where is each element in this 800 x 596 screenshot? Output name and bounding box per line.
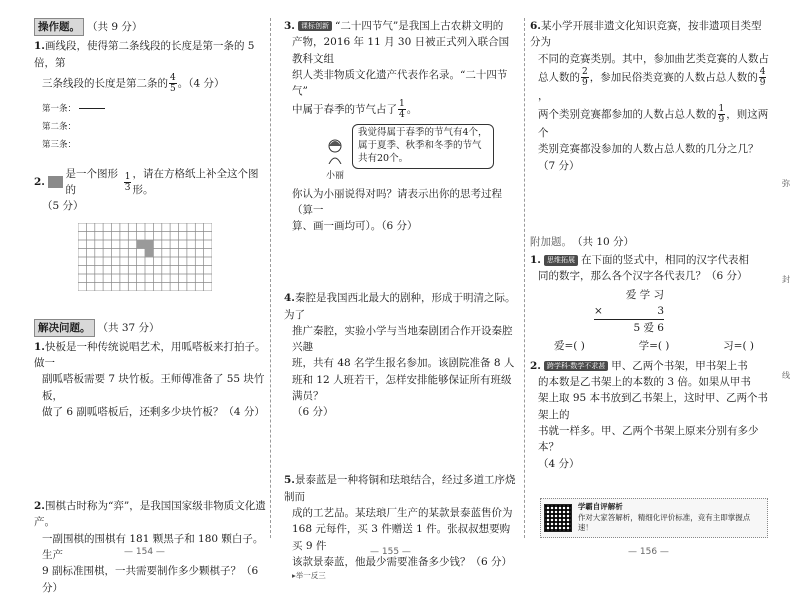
question-text: 快板是一种传统说唱艺术，用呱嗒板来打拍子。做一	[34, 340, 266, 370]
column-divider	[524, 18, 525, 538]
column-right	[530, 18, 770, 532]
question-text: 你认为小丽说得对吗？请表示出你的思考过程（算一	[292, 187, 502, 216]
question-text: ，请在方格纸上补全这个图形。	[132, 167, 259, 197]
question-text: 副呱嗒板需要 7 块竹板。王师傅准备了 55 块竹板，	[42, 373, 265, 402]
page-number-left: — 154 —	[124, 547, 165, 557]
girl-name: 小丽	[325, 170, 344, 181]
question-text: （6 分）	[292, 406, 334, 419]
question-number: 3.	[284, 20, 295, 32]
shape-icon	[48, 176, 63, 188]
question-9	[530, 252, 770, 354]
question-text: 168 元每件，买 3 件赠送 1 件。张叔叔想要购买 9 件	[292, 523, 511, 552]
fraction	[581, 67, 589, 88]
question-text: 秦腔是我国西北最大的剧种，形成于明清之际。为了	[284, 292, 516, 321]
footer-text	[578, 502, 764, 534]
fraction	[398, 99, 406, 120]
question-number: 2.	[34, 500, 45, 513]
self-check-footer	[540, 498, 768, 538]
fraction-denominator: 9	[718, 115, 725, 126]
question-text: 成的工艺品。某珐琅厂生产的某款景泰蓝售价为	[292, 506, 513, 519]
binding-mark-1: 弥	[782, 179, 790, 188]
fraction-numerator: 1	[124, 171, 131, 182]
fraction-numerator: 1	[399, 99, 405, 110]
question-number: 5.	[284, 474, 295, 487]
vertical-multiplication	[594, 287, 664, 336]
girl-icon	[325, 138, 345, 164]
question-text: 甲、乙两个书架，甲书架上书	[611, 359, 748, 372]
page-number-middle: — 155 —	[370, 547, 411, 557]
question-3	[34, 339, 266, 420]
binding-mark-3: 线	[782, 371, 790, 380]
fraction-denominator: 3	[124, 182, 131, 193]
section-operation-heading	[34, 18, 266, 36]
question-number: 1.	[34, 340, 45, 353]
column-middle	[284, 18, 518, 582]
question-8	[530, 18, 770, 174]
bubble-text: 共有20个。	[358, 152, 409, 164]
fraction-denominator: 5	[170, 83, 176, 94]
question-text: 总人数的	[538, 71, 580, 84]
question-text: ，参加民俗类竞赛的人数占总人数的	[589, 71, 758, 84]
fraction-denominator: 9	[759, 77, 766, 88]
section-bonus-heading	[530, 234, 770, 250]
times-sign: ×	[594, 304, 603, 317]
answer-xue: 学=( )	[638, 339, 670, 352]
product: 5 爱 6	[633, 321, 664, 334]
section-solve-heading	[34, 319, 266, 337]
multiplier-row	[594, 303, 664, 319]
section-label: 操作题。	[34, 18, 84, 36]
page-number-right: — 156 —	[628, 547, 669, 557]
question-text: （7 分）	[538, 159, 580, 172]
question-tag: 思维拓展	[544, 255, 578, 266]
answer-ai: 爱=( )	[554, 339, 585, 352]
question-2-score: （5 分）	[42, 200, 84, 213]
question-text: 类别竞赛都没参加的人数占总人数的几分之几？	[538, 143, 759, 156]
question-text: ，	[538, 89, 549, 102]
question-text: 做了 6 副呱嗒板后，还剩多少块竹板？（4 分）	[42, 405, 265, 418]
question-text: 围棋古时称为“弈”，是我国国家级非物质文化遗产。	[34, 500, 266, 529]
question-text: 是一个图形的	[65, 167, 118, 197]
question-1	[34, 38, 266, 71]
question-text: 不同的竞赛类别。其中，参加曲艺类竞赛的人数占	[538, 52, 769, 65]
segment-line-drawn	[79, 108, 105, 109]
column-divider	[270, 18, 271, 538]
question-number: 6.	[530, 20, 541, 32]
fraction-numerator: 4	[170, 72, 176, 83]
question-5	[284, 18, 518, 234]
speech-bubble	[352, 124, 494, 168]
question-text: 该款景泰蓝，他最少需要准备多少钱？（6 分）	[292, 555, 513, 568]
fraction	[124, 172, 132, 193]
question-2	[34, 166, 266, 199]
bubble-text: 属于夏季、秋季和冬季的节气	[358, 140, 482, 152]
question-tag: 跨学科·数学不求甚	[544, 361, 608, 372]
question-note: ▸举一反三	[292, 571, 326, 581]
question-text: 画线段，使得第二条线段的长度是第一条的 5 倍，第	[34, 40, 255, 69]
segment-label: 第二条：	[42, 121, 77, 132]
grid-paper	[78, 223, 212, 291]
segment-lines	[34, 100, 266, 154]
fraction-numerator: 2	[582, 66, 588, 77]
fraction	[169, 73, 177, 94]
fraction-numerator: 4	[759, 66, 766, 77]
section-score: （共 10 分）	[572, 235, 635, 248]
answer-xi: 习=( )	[723, 339, 754, 352]
question-text: 三条线段的长度是第二条的	[42, 77, 168, 90]
girl-figure	[322, 138, 348, 183]
fraction-denominator: 9	[582, 77, 588, 88]
question-text: 架上取 95 本书放到乙书架上，这时甲、乙两个书架上的	[538, 392, 769, 421]
question-tag: 课标创新	[298, 21, 332, 32]
fraction-denominator: 4	[399, 110, 405, 121]
question-number: 2.	[34, 175, 45, 188]
question-text: 产物，2016 年 11 月 30 日被正式列入联合国教科文组	[292, 36, 510, 65]
question-text: （4 分）	[538, 457, 580, 470]
question-text: 班和 12 人班若干，怎样安排能够保证所有班级满员？	[292, 373, 512, 402]
question-text: 算、画一画均可）。（6 分）	[292, 220, 418, 233]
question-number: 1.	[530, 254, 541, 267]
question-text: 。（4 分）	[177, 77, 225, 90]
question-number: 4.	[284, 292, 295, 305]
answer-row	[554, 338, 754, 354]
section-score: （共 37 分）	[97, 321, 160, 334]
question-number: 1.	[34, 40, 45, 53]
question-6	[284, 290, 518, 420]
bubble-text: 我觉得属于春季的节气有4个，	[358, 127, 488, 139]
question-text: 的本数是乙书架上的本数的 3 倍。如果从甲书	[538, 376, 751, 389]
section-label: 解决问题。	[34, 319, 95, 337]
segment-third	[42, 136, 266, 154]
question-7	[284, 472, 518, 581]
qr-code-icon	[544, 504, 572, 532]
question-text: 景泰蓝是一种将铜和珐琅结合，经过多道工序烧制而	[284, 474, 516, 503]
question-number: 2.	[530, 359, 541, 372]
multiplicand: 爱 学 习	[625, 288, 664, 301]
question-text: “二十四节气”是我国上古农耕文明的	[334, 20, 504, 32]
question-1-line2	[34, 73, 266, 94]
fraction	[759, 67, 767, 88]
question-text: 某小学开展非遗文化知识竞赛，按非遗项目类型分为	[530, 20, 762, 49]
footer-desc: 作对大家答解析，精细化评价标准，竞有主即掌握点速！	[577, 512, 751, 532]
question-10	[530, 358, 770, 472]
segment-second	[42, 118, 266, 136]
column-left	[34, 18, 266, 596]
question-text: 推广秦腔，实验小学与当地秦剧团合作开设秦腔兴趣	[292, 324, 513, 354]
fraction	[718, 104, 726, 125]
multiplier: 3	[657, 304, 664, 317]
question-text: 班，共有 48 名学生报名参加。该剧院准备 8 人	[292, 357, 515, 370]
fraction-numerator: 1	[718, 104, 725, 115]
segment-label: 第一条：	[42, 103, 77, 114]
speech-illustration	[322, 124, 518, 183]
section-label: 附加题。	[530, 235, 572, 248]
section-score: （共 9 分）	[87, 21, 143, 33]
question-text: 9 副标准围棋，一共需要制作多少颗棋子？（6 分）	[42, 565, 259, 594]
question-text: 一副围棋的围棋有 181 颗黑子和 180 颗白子。生产	[42, 532, 264, 561]
question-text: 书就一样多。甲、乙两个书架上原来分别有多少本？	[538, 424, 759, 454]
question-text: 中属于春季的节气占了	[292, 103, 397, 116]
footer-title: 学霸自评解析	[577, 502, 623, 511]
question-text: 两个类别竞赛都参加的人数占总人数的	[538, 108, 717, 121]
question-text: 。	[406, 103, 418, 116]
binding-mark-2: 封	[782, 275, 790, 284]
segment-label: 第三条：	[42, 139, 77, 150]
question-text: 同的数字，那么各个汉字各代表几？（6 分）	[538, 270, 748, 283]
question-text: 在下面的竖式中，相同的汉字代表相	[580, 254, 749, 267]
question-text: ，则这两个	[538, 108, 769, 140]
question-text: 织人类非物质文化遗产代表作名录。“二十四节气”	[292, 68, 508, 98]
segment-first	[42, 100, 266, 118]
